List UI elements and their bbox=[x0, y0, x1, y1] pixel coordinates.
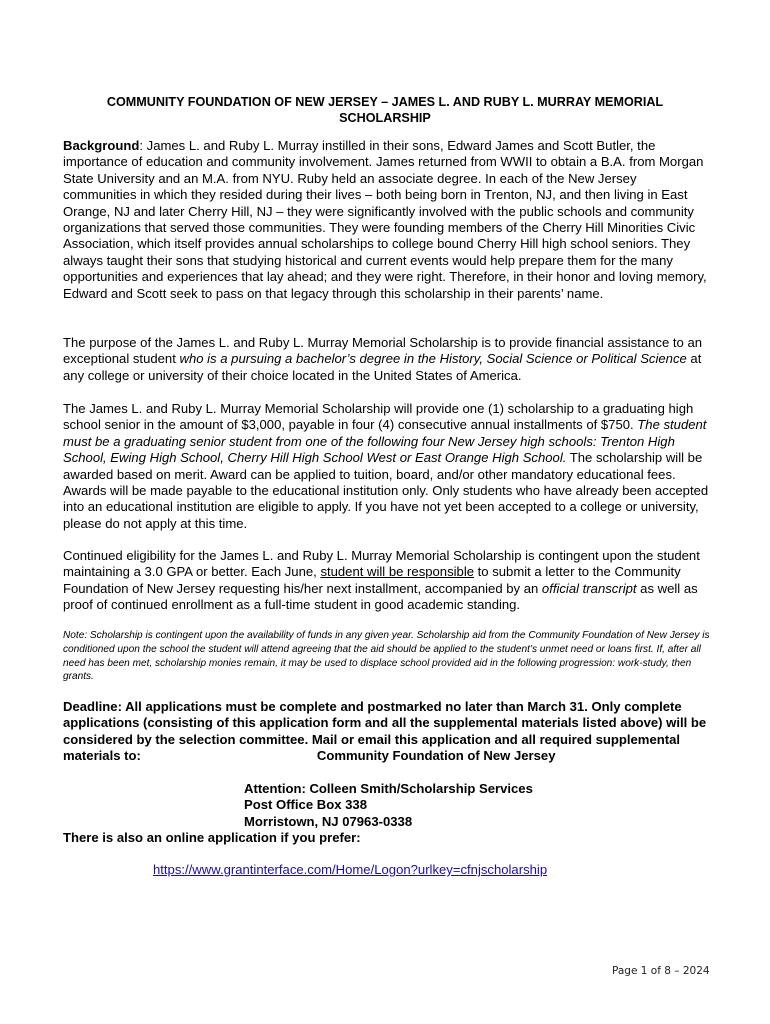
document-title: COMMUNITY FOUNDATION OF NEW JERSEY – JAMES L. AND RUBY L. MURRAY MEMORIAL SCHOLARSHIP bbox=[106, 95, 664, 125]
eligibility-text-after: as well as proof of continued enrollment as a full-time student in good academic standing. bbox=[63, 580, 698, 613]
page-footer: Page 1 of 8 – 2024 bbox=[612, 965, 710, 977]
address-po-box: Post Office Box 338 bbox=[244, 797, 367, 813]
note-paragraph: Note: Scholarship is contingent upon the availability of funds in any given year. Scholarship aid from the Community Foundation of New Jersey is conditioned upon the school the student will attend agreeing that the aid should be applied to the student’s unmet need or loans first. If, after all need has been met, scholarship monies remain, it may be used to displace school provided aid in the following progression: work-study, then grants. bbox=[63, 630, 710, 683]
background-paragraph bbox=[63, 138, 713, 302]
eligibility-paragraph bbox=[63, 548, 713, 614]
award-paragraph bbox=[63, 401, 713, 532]
award-text-after: The scholarship will be awarded based on merit. Award can be applied to tuition, board, and/or other mandatory educational fees. Awards will be made payable to the educational institution only. Only students who have already been accepted into an educational institution are eligible to apply. If you have not yet been accepted to a college or university, please do not apply at this time. bbox=[63, 450, 709, 531]
online-application-link[interactable]: https://www.grantinterface.com/Home/Logon?urlkey=cfnjscholarship bbox=[153, 862, 548, 877]
deadline-paragraph bbox=[63, 699, 713, 765]
eligibility-text-italic: official transcript bbox=[541, 580, 637, 596]
background-label: Background bbox=[63, 138, 140, 153]
purpose-text-before: The purpose of the James L. and Ruby L. Murray Memorial Scholarship is to provide financial assistance to an exceptional student bbox=[63, 335, 703, 367]
purpose-text-italic: who is a pursuing a bachelor’s degree in the History, Social Science or Political Science bbox=[179, 351, 687, 367]
eligibility-text-middle: to submit a letter to the Community Foundation of New Jersey requesting his/her next installment, accompanied by an bbox=[63, 564, 681, 596]
award-text-before: The James L. and Ruby L. Murray Memorial Scholarship will provide one (1) scholarship to a graduating high school senior in the amount of $3,000, payable in four (4) consecutive annual installments of $750. bbox=[63, 401, 694, 433]
purpose-text-after: at any college or university of their choice located in the United States of America. bbox=[63, 351, 702, 383]
deadline-text: Deadline: All applications must be complete and postmarked no later than March 31. Only complete applications (consisting of this application form and all the supplemental materials listed above) will be considered by the selection committee. Mail or email this application and all required supplemental materials to: bbox=[63, 699, 707, 764]
address-attention: Attention: Colleen Smith/Scholarship Services bbox=[244, 781, 533, 796]
eligibility-text-underline: student will be responsible bbox=[320, 564, 475, 580]
purpose-paragraph bbox=[63, 335, 713, 384]
address-city: Morristown, NJ 07963-0338 bbox=[244, 813, 413, 829]
mailing-address bbox=[244, 781, 533, 830]
background-text: : James L. and Ruby L. Murray instilled in their sons, Edward James and Scott Butler, the importance of education and community involvement. James returned from WWII to obtain a B.A. from Morgan State University and an M.A. from NYU. Ruby held an associate degree. In each of the New Jersey communities in which they resided during their lives – both being born in Trenton, NJ, and then living in East Orange, NJ and later Cherry Hill, NJ – they were significantly involved with the public schools and community organizations that served those communities. They were founding members of the Cherry Hill Minorities Civic Association, which itself provides annual scholarships to college bound Cherry Hill high school seniors. They always taught their sons that studying historical and current events would help prepare them for the many opportunities and experiences that lay ahead; and they were right. Therefore, in their honor and loving memory, Edward and Scott seek to pass on that legacy through this scholarship in their parents’ name. bbox=[63, 138, 707, 301]
online-application-text: There is also an online application if you prefer: bbox=[63, 830, 361, 845]
eligibility-text-before: Continued eligibility for the James L. and Ruby L. Murray Memorial Scholarship is contingent upon the student maintaining a 3.0 GPA or better. Each June, bbox=[63, 548, 700, 580]
deadline-recipient: Community Foundation of New Jersey bbox=[316, 748, 556, 764]
award-text-italic: The student must be a graduating senior student from one of the following four New Jersey high schools: Trenton High School, Ewing High School, Cherry Hill High School West or East Orange High School. bbox=[63, 417, 707, 466]
